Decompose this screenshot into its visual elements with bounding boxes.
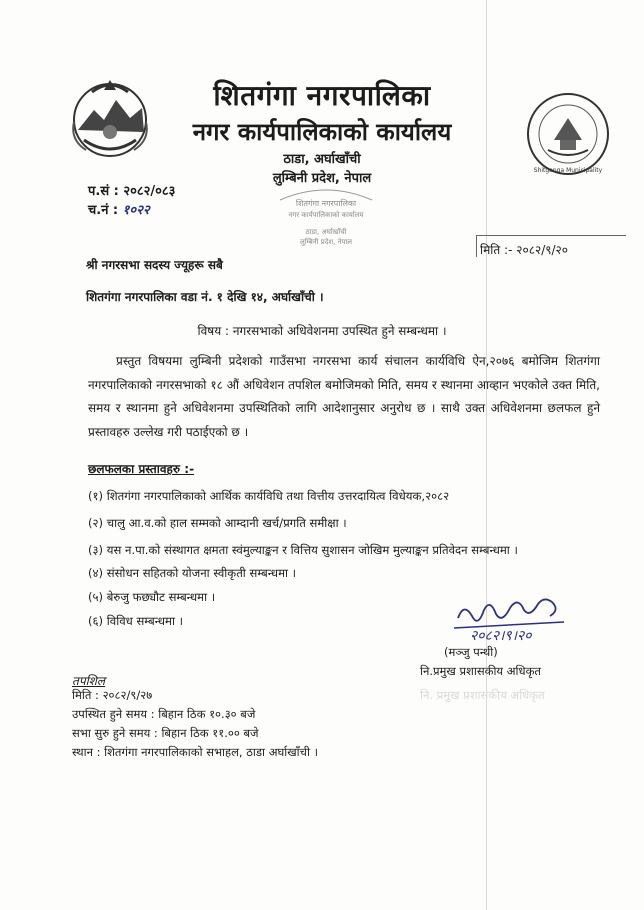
stamp-line-1: शितगंगा नगरपालिका: [295, 199, 357, 208]
agenda-item: (३) यस न.पा.को संस्थागत क्षमता स्वंमुल्याङ्कन र वित्तिय सुशासन जोखिम मुल्याङ्कन प्रतिवेदन सम्बन्धमा ।: [88, 543, 518, 557]
signatory-name: (मञ्जु पन्थी): [444, 645, 498, 659]
seal-text: Shitganga Municipality: [533, 167, 603, 174]
office-stamp: [270, 182, 382, 250]
agenda-item: (२) चालु आ.व.को हाल सम्मको आम्दानी खर्च/प्रगति समीक्षा ।: [88, 516, 347, 530]
agenda-item: (१) शितगंगा नगरपालिकाको आर्थिक कार्यविधि तथा वित्तीय उत्तरदायित्व विधेयक,२०८२: [88, 489, 450, 503]
office-title: नगर कार्यपालिकाको कार्यालय: [192, 117, 452, 146]
signatory-title-ghost: नि. प्रमुख प्रशासकीय अधिकृत: [420, 688, 545, 702]
letter-date: मिति :- २०८२/९/२०: [480, 243, 569, 257]
date-box-left-rule: [476, 235, 477, 257]
dispatch-number-value: १०२२: [122, 203, 150, 218]
agenda-item: (५) बेरुजु फछ्यौट सम्बन्धमा ।: [88, 590, 216, 604]
tapsil-start-time: सभा सुरु हुने समय : बिहान ठिक ११.०० बजे: [72, 726, 259, 740]
letter-reference-number: प.सं : २०८२/०८३: [88, 184, 176, 199]
dispatch-number: [88, 200, 150, 218]
date-box-top-rule: [476, 235, 626, 236]
address-line-1: ठाडा, अर्घाखाँची: [283, 152, 361, 167]
tapsil-date: मिति : २०८२/९/२७: [72, 688, 153, 702]
stamp-line-3: ठाडा, अर्घाखाँची: [305, 228, 347, 236]
recipient-line-1: श्री नगरसभा सदस्य ज्यूहरू सबै: [86, 258, 223, 272]
municipality-title: शितगंगा नगरपालिका: [213, 79, 431, 112]
agenda-item: (४) संसोधन सहितको योजना स्वीकृती सम्बन्धमा ।: [88, 566, 297, 580]
handwritten-signature: [452, 588, 572, 646]
tapsil-heading: तपशिल: [72, 674, 106, 688]
stamp-line-4: लुम्बिनी प्रदेश, नेपाल: [299, 238, 353, 246]
recipient-line-2: शितगंगा नगरपालिका वडा नं. १ देखि १४, अर्घाखाँची ।: [86, 290, 324, 304]
agenda-heading: छलफलका प्रस्तावहरु :-: [88, 462, 195, 476]
tapsil-venue: स्थान : शितगंगा नगरपालिकाको सभाहल, ठाडा अर्घाखाँची ।: [72, 745, 318, 759]
body-paragraph: प्रस्तुत विषयमा लुम्बिनी प्रदेशको गाउँसभा नगरसभा कार्य संचालन कार्यविधि ऐन,२०७६ बमोजिम शितगंगा नगरपालिकाको नगरसभाको १८ औं अधिवेशन तपशिल बमोजिमको मिति, समय र स्थानमा आव्हान भएकोले उक्त मिति, समय र स्थानमा हुने अधिवेशनमा उपस्थितिको लागि आदेशानुसार अनुरोध छ । साथै उक्त अधिवेशनमा छलफल हुने प्रस्तावहरु उल्लेख गरी पठाईएको छ ।: [88, 354, 600, 439]
agenda-item: (६) विविध सम्बन्धमा ।: [88, 614, 184, 628]
address-line-2: लुम्बिनी प्रदेश, नेपाल: [272, 171, 372, 186]
dispatch-number-label: च.नं :: [88, 203, 119, 218]
tapsil-attendance-time: उपस्थित हुने समय : बिहान ठिक १०.३० बजे: [72, 707, 256, 721]
stamp-line-2: नगर कार्यपालिकाको कार्यालय: [288, 211, 364, 219]
signature-date: २०८२।९।२०: [470, 628, 532, 644]
subject-line: विषय : नगरसभाको अधिवेशनमा उपस्थित हुने सम्बन्धमा ।: [197, 324, 447, 338]
signatory-title: नि.प्रमुख प्रशासकीय अधिकृत: [420, 664, 541, 678]
